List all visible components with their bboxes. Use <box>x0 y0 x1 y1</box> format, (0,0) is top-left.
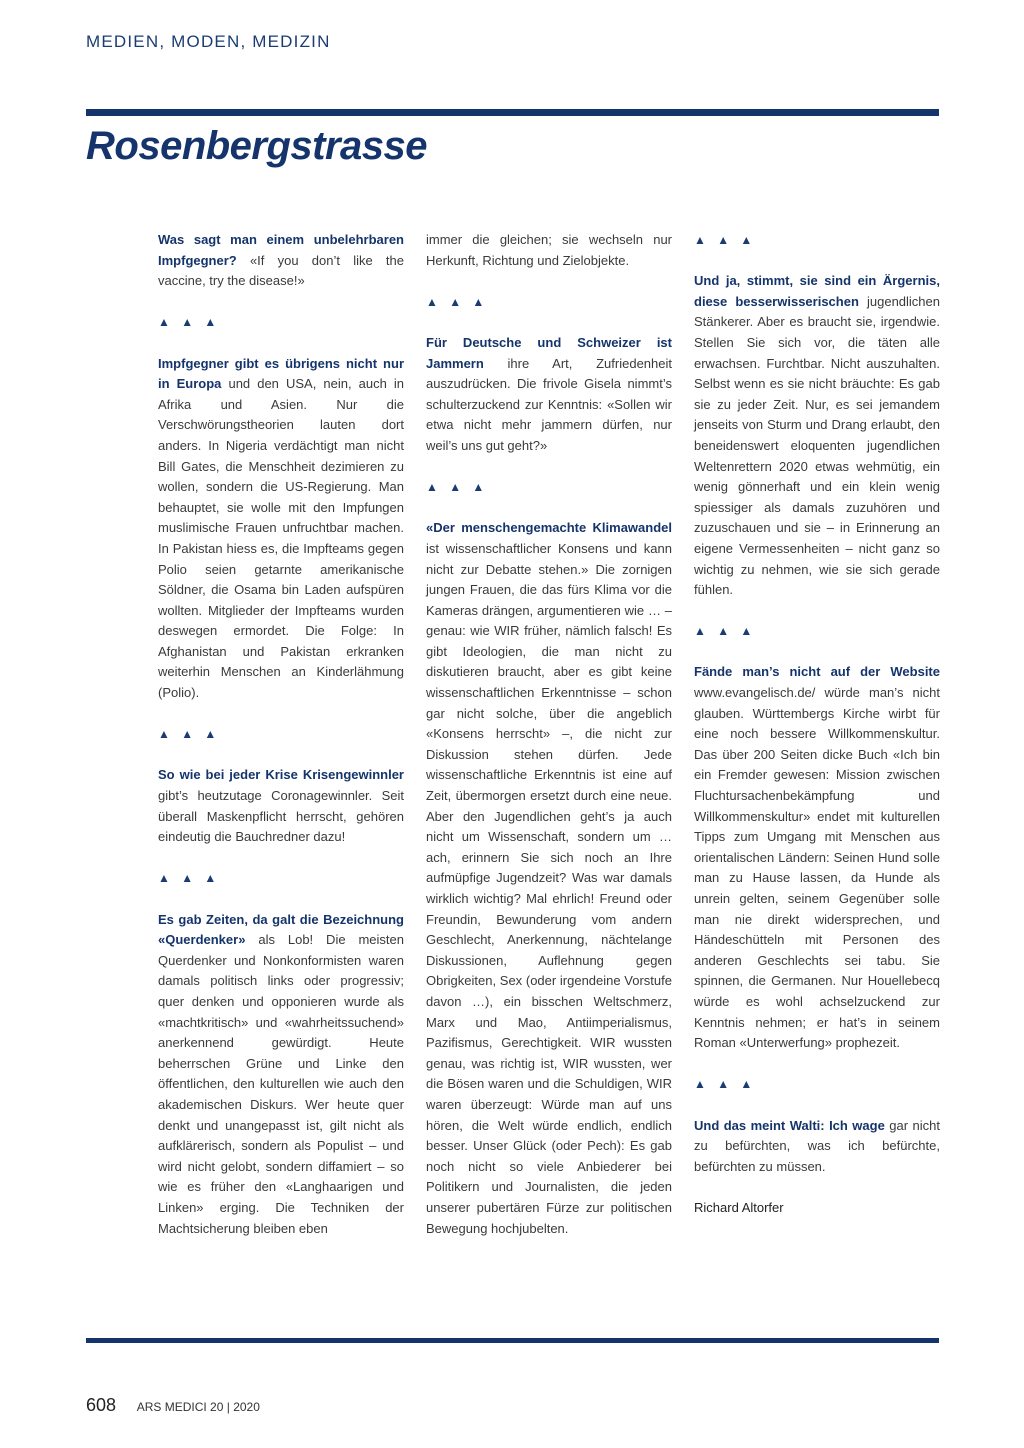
lead-in: Und das meint Walti: Ich wage <box>694 1117 885 1133</box>
lead-in: So wie bei jeder Krise Krisengewinnler <box>158 767 404 783</box>
body-text: jugendlichen Stänkerer. Aber es braucht sie, irgendwie. Stellen Sie sich vor, die täten alle erwachsen. Furchtbar. Nicht auszuhalten. Selbst wenn es sie nicht bräuchte: Es gab sie zu jeder Zeit. Nur, es sei jemandem jenseits von Sturm und Drang erlaubt, den beneidenswert eloquenten jugendlichen Weltenrettern 2020 etwas wehmütig, ein wenig gönnerhaft und ein klein wenig spiessiger als damals zuzuhören und zuzuschauen und sie – in Erinnerung an eigene Vermessenheiten – nicht ganz so wichtig zu nehmen, wie sie sich gerade fühlen. <box>694 293 940 598</box>
lead-in: Und ja, stimmt, sie sind ein Ärgernis, diese besserwisserischen <box>694 273 940 309</box>
body-text: ist wissenschaftlicher Konsens und kann nicht zur Debatte stehen.» Die zornigen jungen Frauen, die das fürs Klima vor die Kameras drängen, argumentieren wie … – genau: wie WIR früher, nämlich falsch! Es gibt Ideologien, die man nicht zu diskutieren braucht, aber es gibt keine wissenschaftlichen Erkenntnisse – schon gar nicht solche, über die angeblich «Konsens herrscht» –, die nicht zur Diskussion stehen dürfen. Jede wissenschaftliche Erkenntnis ist eine auf Zeit, übermorgen ersetzt durch eine neue. Aber den Jugendlichen geht’s ja auch nicht um Wissenschaft, sondern um … ach, erinnern Sie sich noch an Ihre aufmüpfige Jugendzeit? Was war damals wirklich wichtig? Mal ehrlich! Freund oder Freundin, Bewunderung vom andern Geschlecht, Anerkennung, nächtelange Diskussionen, Auflehnung gegen Obrigkeiten, Sex (oder irgendeine Vorstufe davon …), ein bisschen Weltschmerz, Marx und Mao, Antiimperialismus, Pazifismus, Gerechtigkeit. WIR wussten genau, was richtig ist, WIR wussten, wer die Bösen waren und die Schuldigen, WIR waren überzeugt: Würde man auf uns hören, die Welt würde endlich, endlich besser. Unser Glück (oder Pech): Es gab noch nicht so viele Anbiederer bei Politikern und Journalisten, die jeden unserer pubertären Fürze zur politischen Bewegung hochjubelten. <box>426 540 672 1236</box>
body-text: gar nicht zu befürchten, was ich befürchte, befürchten zu müssen. <box>694 1117 940 1174</box>
paragraph <box>694 271 940 601</box>
paragraph <box>694 1116 940 1178</box>
body-text: www.evangelisch.de/ würde man’s nicht glauben. Württembergs Kirche wirbt für eine noch bessere Willkommenskultur. Das über 200 Seiten dicke Buch «Ich bin ein Fremder gewesen: Mission zwischen Fluchtursachenbekämpfung und Willkommenskultur» endet mit kulturellen Tipps zum Umgang mit Menschen aus orientalischen Ländern: Seinen Hund solle man zu Hause lassen, da Hunde als unrein gelten, seinem Gegenüber solle man nie direkt widersprechen, und Händeschütteln mit Personen des anderen Geschlechts sei tabu. Sie spinnen, die Germanen. Nur Houellebecq würde es wohl achselzuckend zur Kenntnis nehmen; er hat’s in seinem Roman «Unterwerfung» prophezeit. <box>694 685 940 1051</box>
bottom-rule <box>86 1338 939 1343</box>
journal-info: ARS MEDICI 20 | 2020 <box>136 1400 260 1414</box>
page-footer <box>86 1395 260 1416</box>
body-text: gibt’s heutzutage Coronagewinnler. Seit überall Maskenpflicht herrscht, gehören eindeutig die Bauchredner dazu! <box>158 788 404 845</box>
paragraph <box>426 518 672 1239</box>
author-signature: Richard Altorfer <box>694 1199 784 1215</box>
top-rule <box>86 109 939 116</box>
triangle-divider-icon: ▲ ▲ ▲ <box>426 480 489 495</box>
paragraph <box>158 230 404 292</box>
lead-in: Was sagt man einem unbelehrbaren Impfgegner? <box>158 232 404 268</box>
triangle-divider-icon: ▲ ▲ ▲ <box>158 727 221 742</box>
lead-in: «Der menschengemachte Klimawandel <box>426 520 672 536</box>
lead-in: Fände man’s nicht auf der Website <box>694 664 940 680</box>
paragraph <box>158 765 404 847</box>
column-2 <box>426 230 672 1239</box>
triangle-divider-icon: ▲ ▲ ▲ <box>426 294 489 309</box>
paragraph <box>158 354 404 704</box>
section-header: MEDIEN, MODEN, MEDIZIN <box>86 32 331 51</box>
body-text: ihre Art, Zufriedenheit auszudrücken. Die frivole Gisela nimmt’s schulterzuckend zur Kenntnis: «Sollen wir etwa nicht mehr jammern dürfen, nur weil’s uns gut geht?» <box>426 355 672 453</box>
body-text: und den USA, nein, auch in Afrika und Asien. Nur die Verschwörungstheorien lauten dort anders. In Nigeria verdächtigt man nicht Bill Gates, die Menschheit dezimieren zu wollen, sondern die US-Regierung. Man behauptet, sie wolle mit den Impfungen muslimische Frauen unfruchtbar machen. In Pakistan hiess es, die Impfteams gegen Polio seien getarnte amerikanische Söldner, die Osama bin Laden aufspüren wollten. Mitglieder der Impfteams wurden deswegen ermordet. Die Folge: In Afghanistan und Pakistan erkranken weiterhin Menschen an Kinderlähmung (Polio). <box>158 376 405 701</box>
triangle-divider-icon: ▲ ▲ ▲ <box>694 624 757 639</box>
lead-in: Für Deutsche und Schweizer ist Jammern <box>426 334 672 371</box>
paragraph <box>426 230 672 271</box>
lead-in: Impfgegner gibt es übrigens nicht nur in Europa <box>158 355 404 392</box>
body-text: als Lob! Die meisten Querdenker und Nonkonformisten waren damals politisch links oder progressiv; quer denken und opponieren wurde als «machtkritisch» und «wahrheitssuchend» anerkennend gewürdigt. Heute beherrschen Grüne und Linke den öffentlichen, den kulturellen wie auch den akademischen Diskurs. Wer heute quer denkt und unangepasst ist, gilt nicht als aufklärerisch, sondern als Populist – und wird nicht gelobt, sondern diffamiert – so wie es früher den «Langhaarigen und Linken» erging. Die Techniken der Machtsicherung bleiben eben <box>158 932 404 1236</box>
paragraph <box>158 910 404 1240</box>
lead-in: Es gab Zeiten, da galt die Bezeichnung «Querdenker» <box>158 911 404 948</box>
column-1 <box>158 230 404 1239</box>
column-3 <box>694 230 940 1219</box>
body-text: «If you don’t like the vaccine, try the disease!» <box>158 252 404 289</box>
triangle-divider-icon: ▲ ▲ ▲ <box>694 233 757 247</box>
page-number: 608 <box>86 1395 117 1415</box>
paragraph <box>426 333 672 457</box>
triangle-divider-icon: ▲ ▲ ▲ <box>694 1077 757 1092</box>
article-title: Rosenbergstrasse <box>86 124 428 168</box>
triangle-divider-icon: ▲ ▲ ▲ <box>158 315 221 330</box>
paragraph <box>694 662 940 1053</box>
body-text: immer die gleichen; sie wechseln nur Herkunft, Richtung und Zielobjekte. <box>426 232 672 268</box>
triangle-divider-icon: ▲ ▲ ▲ <box>158 871 221 886</box>
